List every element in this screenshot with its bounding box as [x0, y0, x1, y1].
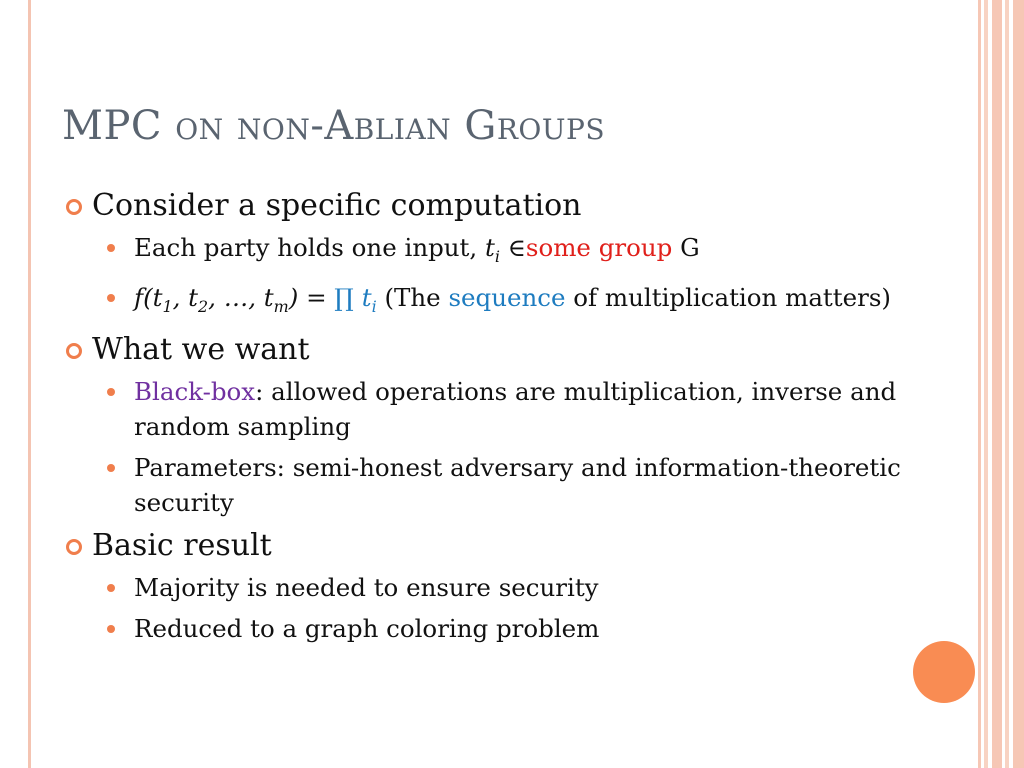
sub-bullet-text: Parameters: semi-honest adversary and information-theoretic security	[134, 452, 901, 517]
math-expr: , …, t	[208, 282, 274, 312]
math-sub-i: i	[494, 246, 500, 266]
highlight-black-box: Black-box	[134, 376, 256, 406]
dot-bullet-icon	[107, 464, 115, 472]
math-expr: )	[288, 282, 299, 312]
stripe	[992, 0, 1002, 768]
ring-bullet-icon	[66, 343, 82, 359]
stripe	[1013, 0, 1024, 768]
bullet-item	[62, 186, 962, 226]
sub-bullet-text: G	[672, 233, 700, 262]
math-sub-i: i	[371, 296, 377, 316]
bullet-text: What we want	[92, 331, 310, 367]
highlight-sequence: sequence	[448, 282, 566, 312]
equals: =	[298, 282, 335, 312]
math-sub: m	[273, 296, 289, 316]
dot-bullet-icon	[107, 294, 115, 302]
stripe	[1005, 0, 1009, 768]
left-frame-line	[28, 0, 31, 768]
bullet-item	[62, 330, 962, 370]
sub-bullet-text: Reduced to a graph coloring problem	[134, 613, 600, 643]
math-var-t: t	[484, 233, 495, 262]
ring-bullet-icon	[66, 199, 82, 215]
bullet-list	[62, 186, 962, 652]
sub-bullet-text: of multiplication matters)	[565, 282, 891, 312]
slide-title: MPC on non-Ablian Groups	[62, 103, 605, 149]
dot-bullet-icon	[107, 388, 115, 396]
stripe	[978, 0, 981, 768]
sub-bullet-text: : allowed operations are multiplication, inverse and random sampling	[134, 376, 897, 441]
product-symbol: ∏	[334, 282, 362, 312]
sub-bullet-item	[62, 280, 962, 324]
math-expr: , t	[172, 282, 199, 312]
sub-bullet-text: (The	[376, 282, 449, 312]
math-expr: f(t	[134, 282, 163, 312]
math-sub: 1	[162, 296, 173, 316]
decorative-circle	[913, 641, 975, 703]
bullet-item	[62, 526, 962, 566]
math-var-t: t	[361, 282, 372, 312]
sub-bullet-item	[62, 570, 962, 605]
element-of-symbol: ∈	[507, 233, 526, 262]
ring-bullet-icon	[66, 539, 82, 555]
sub-bullet-item	[62, 611, 962, 646]
dot-bullet-icon	[107, 584, 115, 592]
sub-bullet-text: Majority is needed to ensure security	[134, 572, 599, 602]
bullet-text: Consider a specific computation	[92, 188, 582, 223]
right-stripes	[978, 0, 1024, 768]
sub-bullet-text: Each party holds one input,	[134, 233, 485, 262]
highlight-some-group: some group	[525, 233, 673, 262]
sub-bullet-item	[62, 230, 962, 274]
dot-bullet-icon	[107, 244, 115, 252]
sub-bullet-item	[62, 450, 962, 520]
dot-bullet-icon	[107, 625, 115, 633]
math-sub: 2	[198, 296, 209, 316]
bullet-text: Basic result	[92, 527, 272, 563]
sub-bullet-item	[62, 374, 962, 444]
stripe	[984, 0, 988, 768]
